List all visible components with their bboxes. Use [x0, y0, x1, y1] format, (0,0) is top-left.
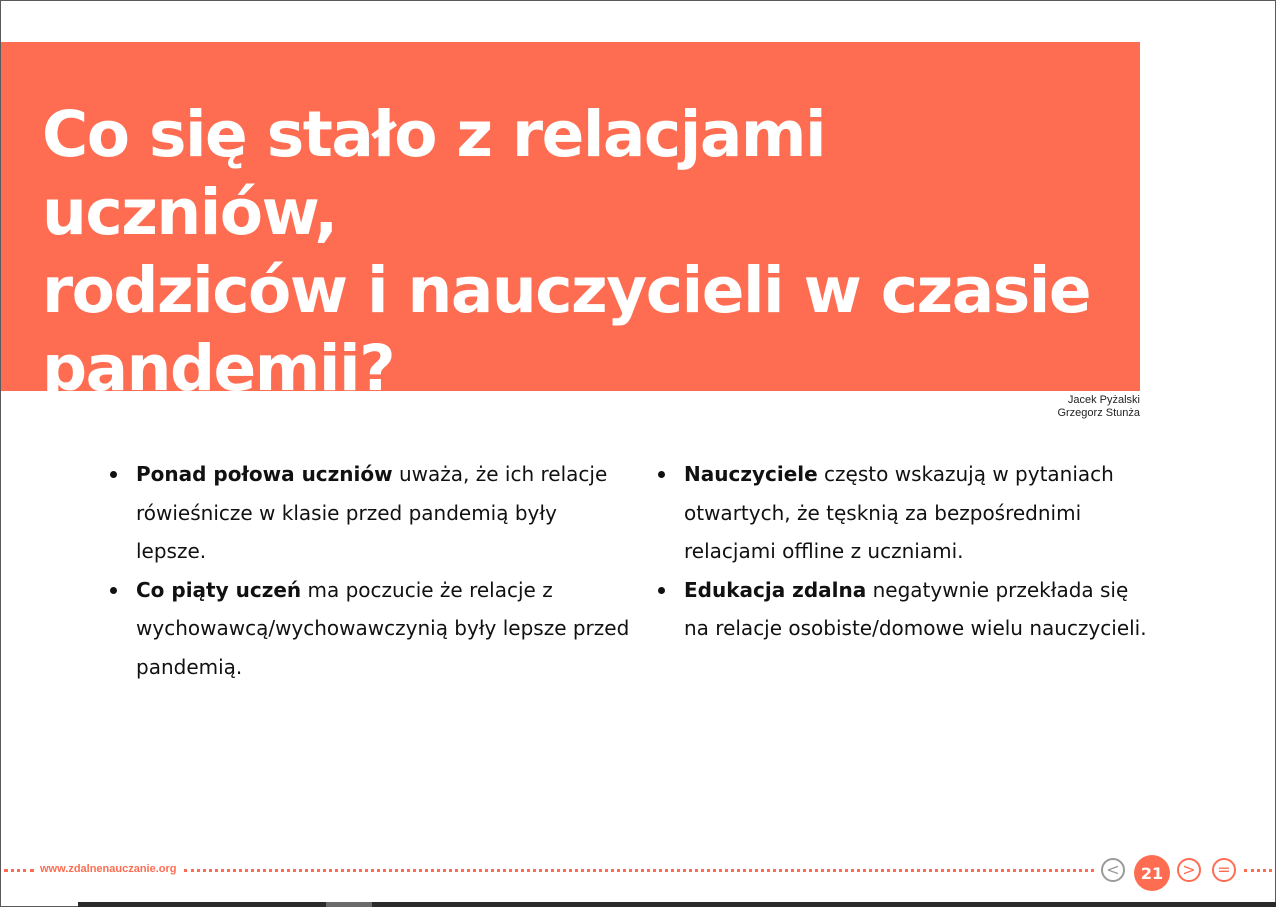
chevron-right-icon: > [1182, 860, 1196, 879]
author-name: Jacek Pyżalski [1067, 394, 1140, 406]
footer-divider-dots [4, 869, 34, 872]
bullet-emphasis: Ponad połowa uczniów [136, 462, 393, 486]
title-line: Co się stało z relacjami uczniów, [42, 98, 826, 249]
bullet-emphasis: Nauczyciele [684, 462, 818, 486]
title-line: rodziców i nauczycieli w czasie [42, 254, 1091, 327]
bullet-emphasis: Edukacja zdalna [684, 577, 867, 602]
left-bullet-list [110, 455, 630, 686]
bullet-emphasis: Co piąty uczeń [136, 577, 302, 602]
bullet-item [658, 571, 1158, 648]
menu-button[interactable] [1212, 858, 1236, 882]
footer-divider-dots [184, 869, 1094, 872]
bullet-item [110, 455, 630, 571]
next-slide-button[interactable] [1177, 858, 1201, 882]
menu-icon: = [1217, 860, 1231, 879]
bullet-item [110, 571, 630, 687]
right-bullet-list [658, 455, 1158, 648]
prev-slide-button[interactable] [1101, 858, 1125, 882]
bullet-item [658, 455, 1158, 571]
footer-divider-dots [1244, 869, 1272, 872]
window-bottom-bar [78, 902, 1276, 907]
page-number-badge: 21 [1134, 855, 1170, 891]
title-line: pandemii? [42, 332, 395, 405]
slide-title [42, 96, 1132, 408]
website-link[interactable]: www.zdalnenauczanie.org [40, 863, 177, 875]
author-name: Grzegorz Stunża [1057, 407, 1140, 419]
bullet-text: ma poczucie że relacje z wychowawcą/wychowawczynią były lepsze przed pandemią. [136, 577, 630, 679]
bullet-text: uważa, że ich relacje rówieśnicze w klasie przed pandemią były lepsze. [136, 462, 608, 563]
scroll-indicator[interactable] [326, 902, 372, 907]
authors [1057, 394, 1140, 420]
bullet-text: często wskazują w pytaniach otwartych, że tęsknią za bezpośrednimi relacjami offline z uczniami. [684, 462, 1114, 563]
bullet-text: negatywnie przekłada się na relacje osobiste/domowe wielu nauczycieli. [684, 577, 1147, 640]
chevron-left-icon: < [1106, 860, 1120, 879]
